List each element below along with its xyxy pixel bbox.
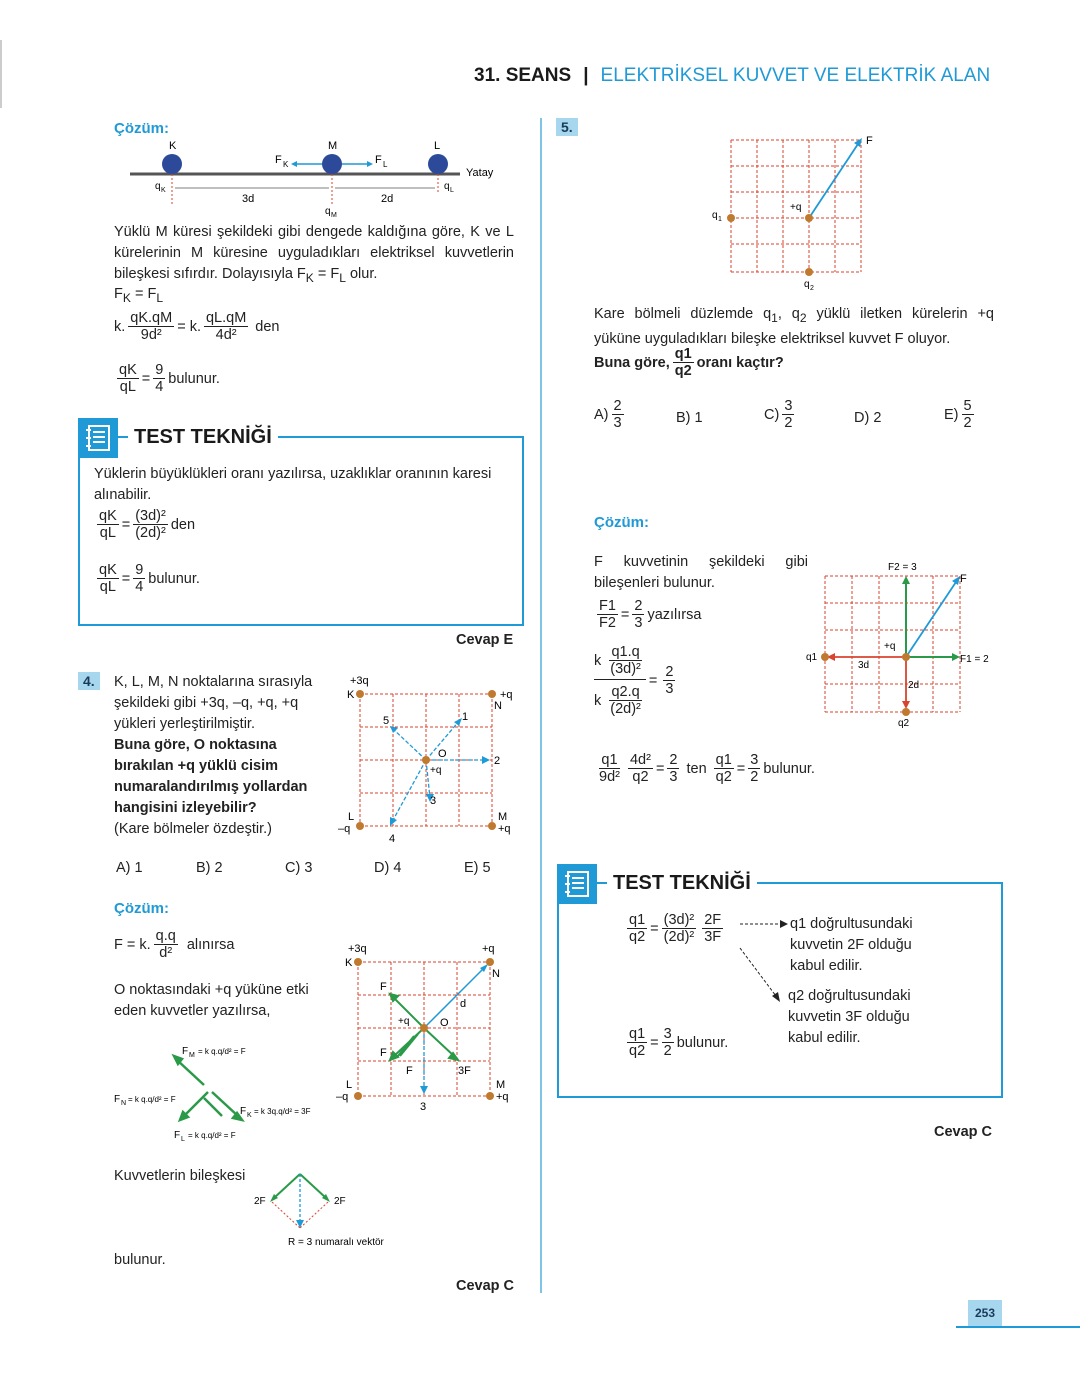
label-l: L [434, 140, 441, 152]
para1-end: olur. [345, 266, 378, 282]
eq2-den-text: den [255, 318, 280, 335]
fig5b-f1: F1 = 2 [960, 654, 989, 665]
sol5-eq3-ten: ten [686, 760, 707, 777]
eq3-frac2: $\frac{9}{4}$ [155, 362, 164, 395]
equation-coulomb-ratio [114, 310, 280, 343]
page-footer-line [956, 1326, 1080, 1328]
q5-option-a[interactable]: A) $\frac{2}{3}$ [594, 398, 622, 431]
sol-fig-3f: 3F [458, 1065, 471, 1077]
label-ql: q [444, 181, 450, 192]
tt1-eq2-eq: = [121, 570, 131, 587]
fig4-label-l: L [348, 811, 355, 823]
label-qm-sub: M [331, 212, 337, 219]
para1-sub-k: K [305, 270, 314, 285]
fig4-label-pq-m: +q [498, 823, 511, 835]
res-2f-left: 2F [254, 1196, 266, 1207]
label-m: M [328, 140, 338, 152]
tt1-text: Yüklerin büyüklükleri oranı yazılırsa, uzaklıklar oranının karesi alınabilir. [94, 466, 492, 503]
forces-on-o-text: O noktasındaki +q yüküne etki eden kuvvetler yazılırsa, [114, 982, 309, 1019]
tt2-equation-2: $\frac{q1}{q2}$ = $\frac{3}{2}$ bulunur. [629, 1026, 729, 1059]
tt1-eq2-end: bulunur. [148, 570, 200, 587]
sol-fig-l: L [346, 1079, 353, 1091]
question-4-grid-figure [336, 672, 526, 844]
q5-text-a: Kare bölmeli düzlemde q [594, 306, 772, 322]
q4-note: (Kare bölmeler özdeştir.) [114, 821, 272, 837]
eq1-f: F [114, 286, 123, 302]
fm-rhs: = k q.q/d² = F [198, 1047, 246, 1056]
answer-3: Cevap C [934, 1124, 993, 1140]
q4-option-a[interactable]: A) 1 [116, 860, 143, 876]
sol5-frac-bot: $\frac{q2.q}{\text{(2d)²}}$ [610, 684, 641, 717]
test-technique-title-2: TEST TEKNİĞİ [607, 872, 757, 895]
res-2f-right: 2F [334, 1196, 346, 1207]
para1-sub-l: L [339, 270, 346, 285]
sol5-eq2-eq: = [648, 672, 658, 689]
sol5-eq1-f2: $\frac{2}{3}$ [634, 598, 643, 631]
label-k: K [169, 140, 177, 152]
sol-fig-o: O [440, 1017, 449, 1029]
eq1-sub1: K [122, 290, 131, 305]
para1-text: Yüklü M küresi şekildeki gibi dengede kaldığına göre, K ve L kürelerinin M küresine uyguladıkları elektriksel kuvvetlerin bileşkesi sıfırdır. Dolayısıyla F [114, 224, 514, 282]
sol5-eq3: $\frac{q1}{\text{9d²}}$ $\frac{\text{4d²}}{q2}$ = $\frac{2}{3}$ ten $\frac{q1}{q2}$ = $\frac{3}{2}$ bulunur. [599, 752, 815, 785]
tt1-eq1-frac1: $\frac{qK}{qL}$ [99, 508, 117, 541]
column-divider [540, 118, 542, 1293]
tt2-note-2: q2 doğrultusundaki kuvvetin 3F olduğu kabul edilir. [788, 988, 911, 1046]
paragraph-equilibrium [114, 222, 514, 289]
fig4-label-pq-n: +q [500, 689, 513, 701]
q5-text-b: , q [777, 306, 800, 322]
q5-text-c: yüklü iletken kürelerin +q yüküne uyguladıkları bileşke elektriksel kuvvet F oluyor. [594, 306, 994, 347]
fig4-label-2: 2 [494, 755, 501, 767]
sol5-eq3-end: bulunur. [763, 760, 815, 777]
label-qk-sub: K [161, 187, 166, 194]
tt1-equation-2 [94, 562, 200, 595]
q4-text: K, L, M, N noktalarına sırasıyla şekildeki gibi +3q, –q, +q, +q yükleri yerleştirilmiştir. [114, 674, 313, 732]
eq1-sub2: L [156, 290, 164, 305]
question-4-number: 4. [78, 672, 100, 690]
sol5-eq2 [594, 644, 678, 717]
sol5-frac-top: $\frac{q1.q}{\text{(3d)²}}$ [610, 644, 641, 677]
question-5-text [594, 304, 994, 350]
fl2-label: F [174, 1130, 181, 1141]
topic-title: ELEKTRİKSEL KUVVET VE ELEKTRİK ALAN [600, 65, 991, 86]
question-5-number: 5. [556, 118, 578, 136]
f-eq-end: alınırsa [186, 936, 235, 953]
sol-fig-f1: F [380, 981, 387, 993]
fig4-label-4: 4 [389, 833, 396, 844]
f-eq-frac: $\frac{q.q}{\text{d²}}$ [155, 928, 176, 961]
q4-bold: Buna göre, O noktasına bırakılan +q yüklü cisim numaralandırılmış yollardan hangisini izleyebilir? [114, 737, 308, 816]
fn-sub: N [121, 1100, 127, 1107]
equation-qk-ql-result [114, 362, 220, 395]
label-qk: q [155, 181, 161, 192]
eq3-eq: = [141, 370, 151, 387]
eq2-frac2: $\frac{qL.qM}{\text{4d²}}$ [205, 310, 247, 343]
resultant-text: Kuvvetlerin bileşkesi [114, 1168, 246, 1184]
sol5-eq1-eq: = [620, 606, 630, 623]
tt1-eq1-end: den [170, 516, 196, 533]
fm-sub: M [189, 1052, 195, 1059]
para1-mid: = F [313, 266, 340, 282]
fig5-q1: q [712, 210, 718, 221]
eq3-frac1: $\frac{qK}{qL}$ [119, 362, 137, 395]
question-5-grid-figure [706, 128, 886, 296]
label-ql-sub: L [450, 187, 454, 194]
page-header [474, 65, 990, 87]
fig5b-q1: q1 [806, 652, 818, 663]
fig5b-f2: F2 = 3 [888, 562, 917, 573]
sol5-eq1-f1: $\frac{F1}{F2}$ [599, 598, 616, 631]
fig5-q2: q [804, 279, 810, 290]
fig4-label-1: 1 [462, 711, 469, 723]
notebook-icon-2 [557, 864, 597, 904]
solution-heading-1: Çözüm: [114, 120, 169, 137]
resultant-diagram [252, 1170, 422, 1250]
fl2-rhs: = k q.q/d² = F [188, 1131, 236, 1140]
header-separator: | [583, 65, 589, 86]
label-fk-sub: K [283, 160, 289, 169]
tt1-equation-1 [94, 508, 195, 541]
sol-fig-pq-n: +q [482, 943, 495, 955]
fig5-pq: +q [790, 202, 802, 213]
res-label: R = 3 numaralı vektör [288, 1237, 384, 1248]
q5-option-e[interactable]: E) $\frac{5}{2}$ [944, 398, 972, 431]
fig4-label-n: N [494, 700, 502, 712]
test-technique-title-1: TEST TEKNİĞİ [128, 426, 278, 449]
sol-fig-pq-m: +q [496, 1091, 509, 1103]
page-number: 253 [975, 1306, 996, 1320]
solution-heading-2: Çözüm: [114, 900, 169, 917]
q5-frac: $\frac{q1}{q2}$ [674, 346, 692, 379]
fig4-label-k: K [347, 689, 355, 701]
eq2-eqk: = k. [177, 318, 201, 335]
q4-option-c[interactable]: C) 3 [285, 860, 313, 876]
question-4-text [114, 672, 326, 840]
f-eq-pre: F = k. [114, 936, 151, 953]
force-components-diagram [112, 1030, 340, 1150]
label-yatay: Yatay [466, 167, 494, 179]
fig5b-3d: 3d [858, 660, 870, 671]
tt2-note-1: q1 doğrultusundaki kuvvetin 2F olduğu kabul edilir. [790, 916, 913, 974]
sol-fig-mq: –q [336, 1091, 349, 1103]
q4-option-d[interactable]: D) 4 [374, 860, 402, 876]
sol-fig-n: N [492, 968, 500, 980]
tt2-equation: $\frac{q1}{q2}$ = $\frac{\text{(3d)²}}{\text{(2d)²}}$ $\frac{2F}{3F}$ [629, 912, 722, 945]
fn-rhs: = k q.q/d² = F [128, 1095, 176, 1104]
sol5-eq1 [594, 598, 701, 631]
label-fl: F [375, 154, 382, 166]
fm-label: F [182, 1046, 189, 1057]
fig5-q2-sub: 2 [810, 285, 814, 292]
fig5b-pq: +q [884, 641, 896, 652]
seans-label: 31. SEANS [474, 65, 572, 86]
eq1-mid: = F [130, 286, 157, 302]
fk2-rhs: = k 3q.q/d² = 3F [254, 1107, 311, 1116]
solution-grid-figure [334, 940, 524, 1116]
sol-fig-pq-o: +q [398, 1016, 410, 1027]
label-2d: 2d [381, 193, 394, 205]
fig4-label-m: M [498, 811, 508, 823]
solution-heading-3: Çözüm: [594, 514, 649, 531]
sol-fig-3: 3 [420, 1101, 427, 1113]
label-fk: F [275, 154, 282, 166]
equation-fk-fl [114, 286, 163, 305]
notebook-icon [78, 418, 118, 458]
eq2-frac1: $\frac{qK.qM}{\text{9d²}}$ [130, 310, 173, 343]
tt1-eq2-frac2: $\frac{9}{4}$ [135, 562, 144, 595]
label-qm: q [325, 206, 331, 217]
q5-bold-a: Buna göre, [594, 354, 670, 371]
page-edge-line [0, 40, 2, 108]
tt2-eq: = [650, 920, 659, 937]
sol-fig-d: d [460, 998, 467, 1010]
tt2-eq2-end: bulunur. [676, 1034, 729, 1051]
sol-fig-f2: F [380, 1047, 387, 1059]
q5-option-b[interactable]: B) 1 [676, 410, 703, 426]
answer-2: Cevap C [456, 1278, 515, 1294]
coulomb-law-equation [114, 928, 234, 961]
q5-bold-b: oranı kaçtır? [696, 354, 784, 371]
solution-5-grid-figure [800, 556, 1000, 734]
fl2-sub: L [181, 1136, 185, 1143]
fig4-label-5: 5 [383, 715, 390, 727]
fk2-label: F [240, 1106, 247, 1117]
sol5-eq3-eq2: = [736, 760, 746, 777]
answer-1: Cevap E [456, 632, 514, 648]
fig4-label-o: O [438, 748, 447, 760]
spheres-figure [125, 136, 505, 220]
tt1-eq1-frac2: $\frac{\text{(3d)²}}{\text{(2d)²}}$ [135, 508, 166, 541]
sol-fig-3q: +3q [348, 943, 367, 955]
solution-5-text: F kuvvetinin şekildeki gibi bileşenleri bulunur. [594, 554, 808, 591]
fig4-label-3q: +3q [350, 675, 369, 687]
sol-fig-m: M [496, 1079, 506, 1091]
sol5-eq2-r: $\frac{2}{3}$ [665, 664, 674, 697]
fig4-label-3: 3 [430, 795, 437, 807]
sol5-eq1-end: yazılırsa [647, 606, 702, 623]
q5-option-c[interactable]: C) $\frac{3}{2}$ [764, 398, 793, 431]
fig4-label-mq: –q [338, 823, 351, 835]
sol-fig-k: K [345, 957, 353, 969]
fig5-f: F [866, 135, 873, 147]
q5-option-d[interactable]: D) 2 [854, 410, 882, 426]
q5-sub2: 2 [799, 310, 807, 325]
sol-fig-f3: F [406, 1065, 413, 1077]
q5-sub1: 1 [771, 310, 778, 325]
question-5-prompt [594, 346, 784, 379]
q4-option-e[interactable]: E) 5 [464, 860, 491, 876]
sol5-eq3-eq1: = [655, 760, 665, 777]
fig5b-q2: q2 [898, 718, 910, 729]
sol5-k2: k [594, 692, 602, 709]
tt2-arrows [736, 914, 796, 1004]
fig5-q1-sub: 1 [718, 216, 722, 223]
tt1-eq1-eq: = [121, 516, 131, 533]
tt1-eq2-frac1: $\frac{qK}{qL}$ [99, 562, 117, 595]
eq3-end: bulunur. [168, 370, 220, 387]
label-fl-sub: L [383, 160, 388, 169]
tt2-eq2-eq: = [650, 1034, 659, 1051]
sol5-k1: k [594, 652, 602, 669]
fn-label: F [114, 1094, 121, 1105]
q4-option-b[interactable]: B) 2 [196, 860, 223, 876]
fig4-label-pq-o: +q [430, 765, 442, 776]
fig5b-f: F [960, 573, 967, 585]
label-3d: 3d [242, 193, 255, 205]
fk2-sub: K [247, 1112, 252, 1119]
eq2-k: k. [114, 318, 126, 335]
bulunur-text: bulunur. [114, 1252, 166, 1268]
fig5b-2d: 2d [908, 680, 920, 691]
